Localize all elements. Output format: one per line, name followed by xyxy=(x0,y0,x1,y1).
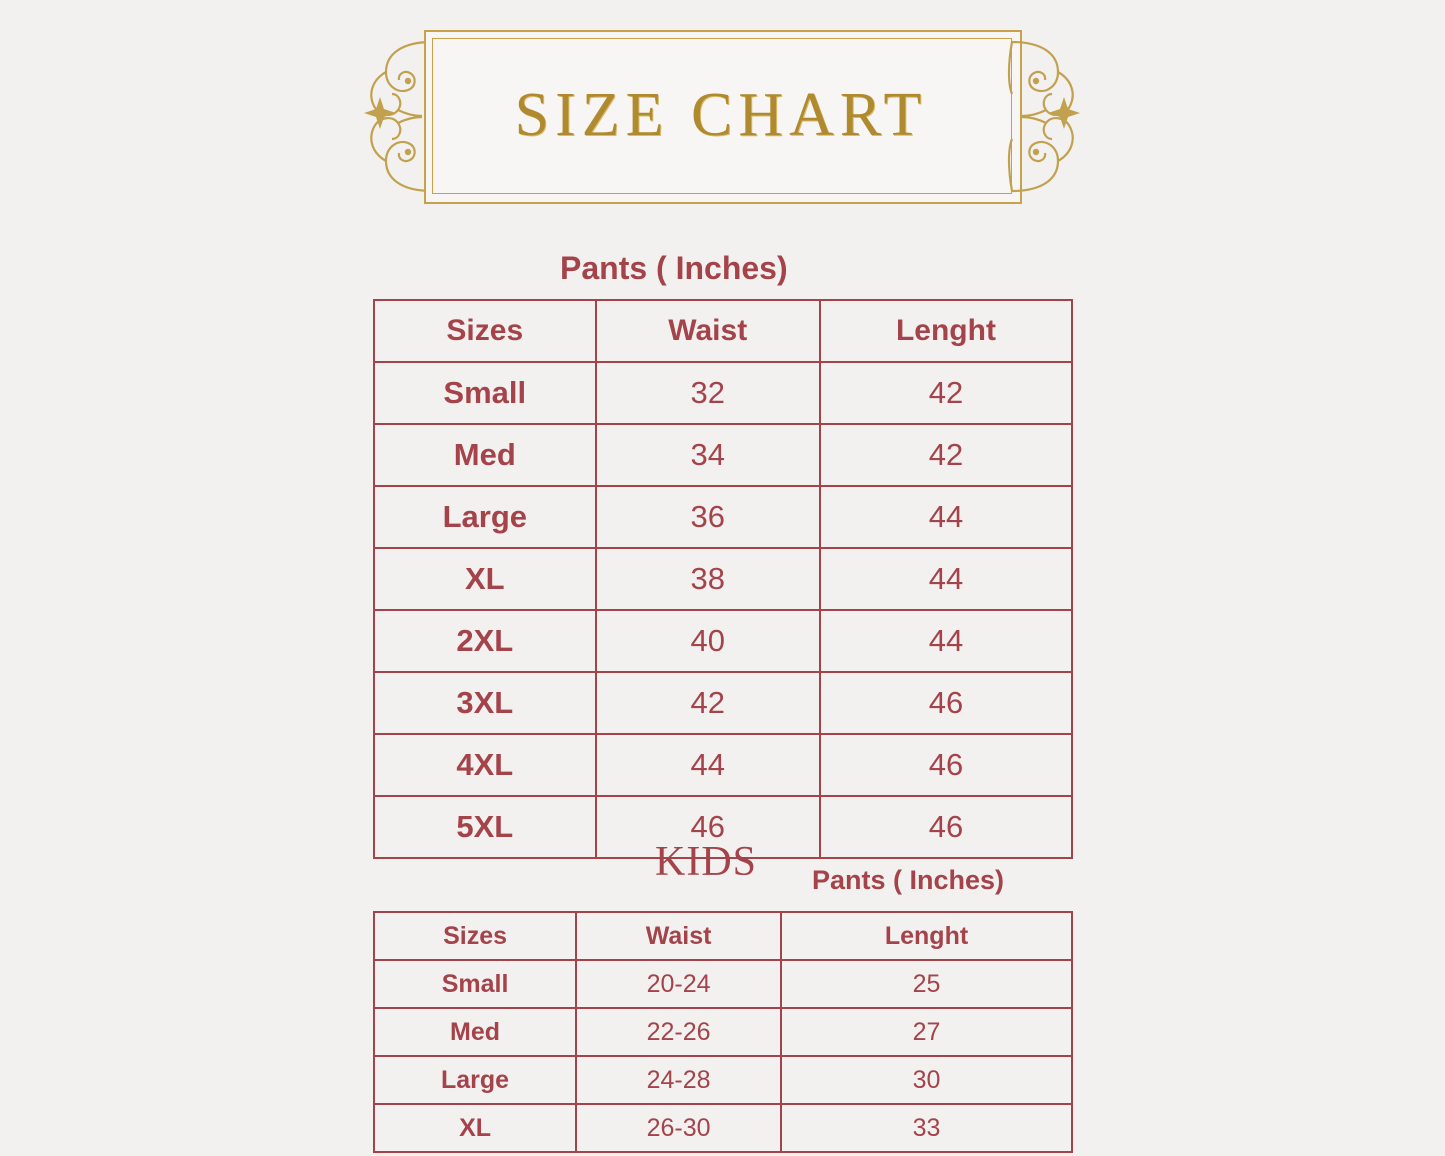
table-row xyxy=(374,960,1072,1008)
adults-size-table xyxy=(373,299,1073,859)
column-header-lenght: Lenght xyxy=(820,300,1072,362)
page-title: SIZE CHART xyxy=(514,80,928,149)
cell-waist: 26-30 xyxy=(576,1104,781,1152)
cell-waist: 44 xyxy=(596,734,820,796)
cell-size: XL xyxy=(374,548,596,610)
table-row xyxy=(374,362,1072,424)
cell-size: Small xyxy=(374,960,576,1008)
table-header-row xyxy=(374,300,1072,362)
cell-lenght: 46 xyxy=(820,672,1072,734)
cell-waist: 46 xyxy=(596,796,820,858)
table-row xyxy=(374,548,1072,610)
kids-section-title: Pants ( Inches) xyxy=(812,865,1005,895)
kids-size-table xyxy=(373,911,1073,1153)
cell-lenght: 33 xyxy=(781,1104,1072,1152)
cell-waist: 20-24 xyxy=(576,960,781,1008)
cell-lenght: 44 xyxy=(820,548,1072,610)
table-row xyxy=(374,486,1072,548)
cell-size: 5XL xyxy=(374,796,596,858)
cell-waist: 22-26 xyxy=(576,1008,781,1056)
cell-lenght: 42 xyxy=(820,362,1072,424)
table-row xyxy=(374,1056,1072,1104)
cell-waist: 34 xyxy=(596,424,820,486)
table-row xyxy=(374,1104,1072,1152)
size-chart-banner xyxy=(362,20,1082,210)
column-header-waist: Waist xyxy=(596,300,820,362)
cell-lenght: 44 xyxy=(820,486,1072,548)
cell-waist: 24-28 xyxy=(576,1056,781,1104)
table-row xyxy=(374,424,1072,486)
cell-waist: 32 xyxy=(596,362,820,424)
kids-heading-word: KIDS xyxy=(655,839,758,885)
cell-lenght: 30 xyxy=(781,1056,1072,1104)
cell-size: Small xyxy=(374,362,596,424)
cell-size: 2XL xyxy=(374,610,596,672)
column-header-waist: Waist xyxy=(576,912,781,960)
cell-lenght: 25 xyxy=(781,960,1072,1008)
cell-lenght: 42 xyxy=(820,424,1072,486)
table-header-row xyxy=(374,912,1072,960)
column-header-sizes: Sizes xyxy=(374,912,576,960)
cell-waist: 36 xyxy=(596,486,820,548)
cell-size: Med xyxy=(374,1008,576,1056)
cell-size: Med xyxy=(374,424,596,486)
column-header-lenght: Lenght xyxy=(781,912,1072,960)
column-header-sizes: Sizes xyxy=(374,300,596,362)
table-row xyxy=(374,1008,1072,1056)
cell-lenght: 46 xyxy=(820,734,1072,796)
cell-waist: 38 xyxy=(596,548,820,610)
cell-size: XL xyxy=(374,1104,576,1152)
adults-section-title: Pants ( Inches) xyxy=(560,250,788,286)
cell-lenght: 27 xyxy=(781,1008,1072,1056)
cell-waist: 42 xyxy=(596,672,820,734)
cell-size: Large xyxy=(374,1056,576,1104)
cell-size: 4XL xyxy=(374,734,596,796)
cell-waist: 40 xyxy=(596,610,820,672)
table-row xyxy=(374,672,1072,734)
cell-lenght: 44 xyxy=(820,610,1072,672)
cell-size: Large xyxy=(374,486,596,548)
cell-lenght: 46 xyxy=(820,796,1072,858)
table-row xyxy=(374,610,1072,672)
table-row xyxy=(374,734,1072,796)
cell-size: 3XL xyxy=(374,672,596,734)
flourish-ornament-right-icon xyxy=(1004,34,1082,199)
